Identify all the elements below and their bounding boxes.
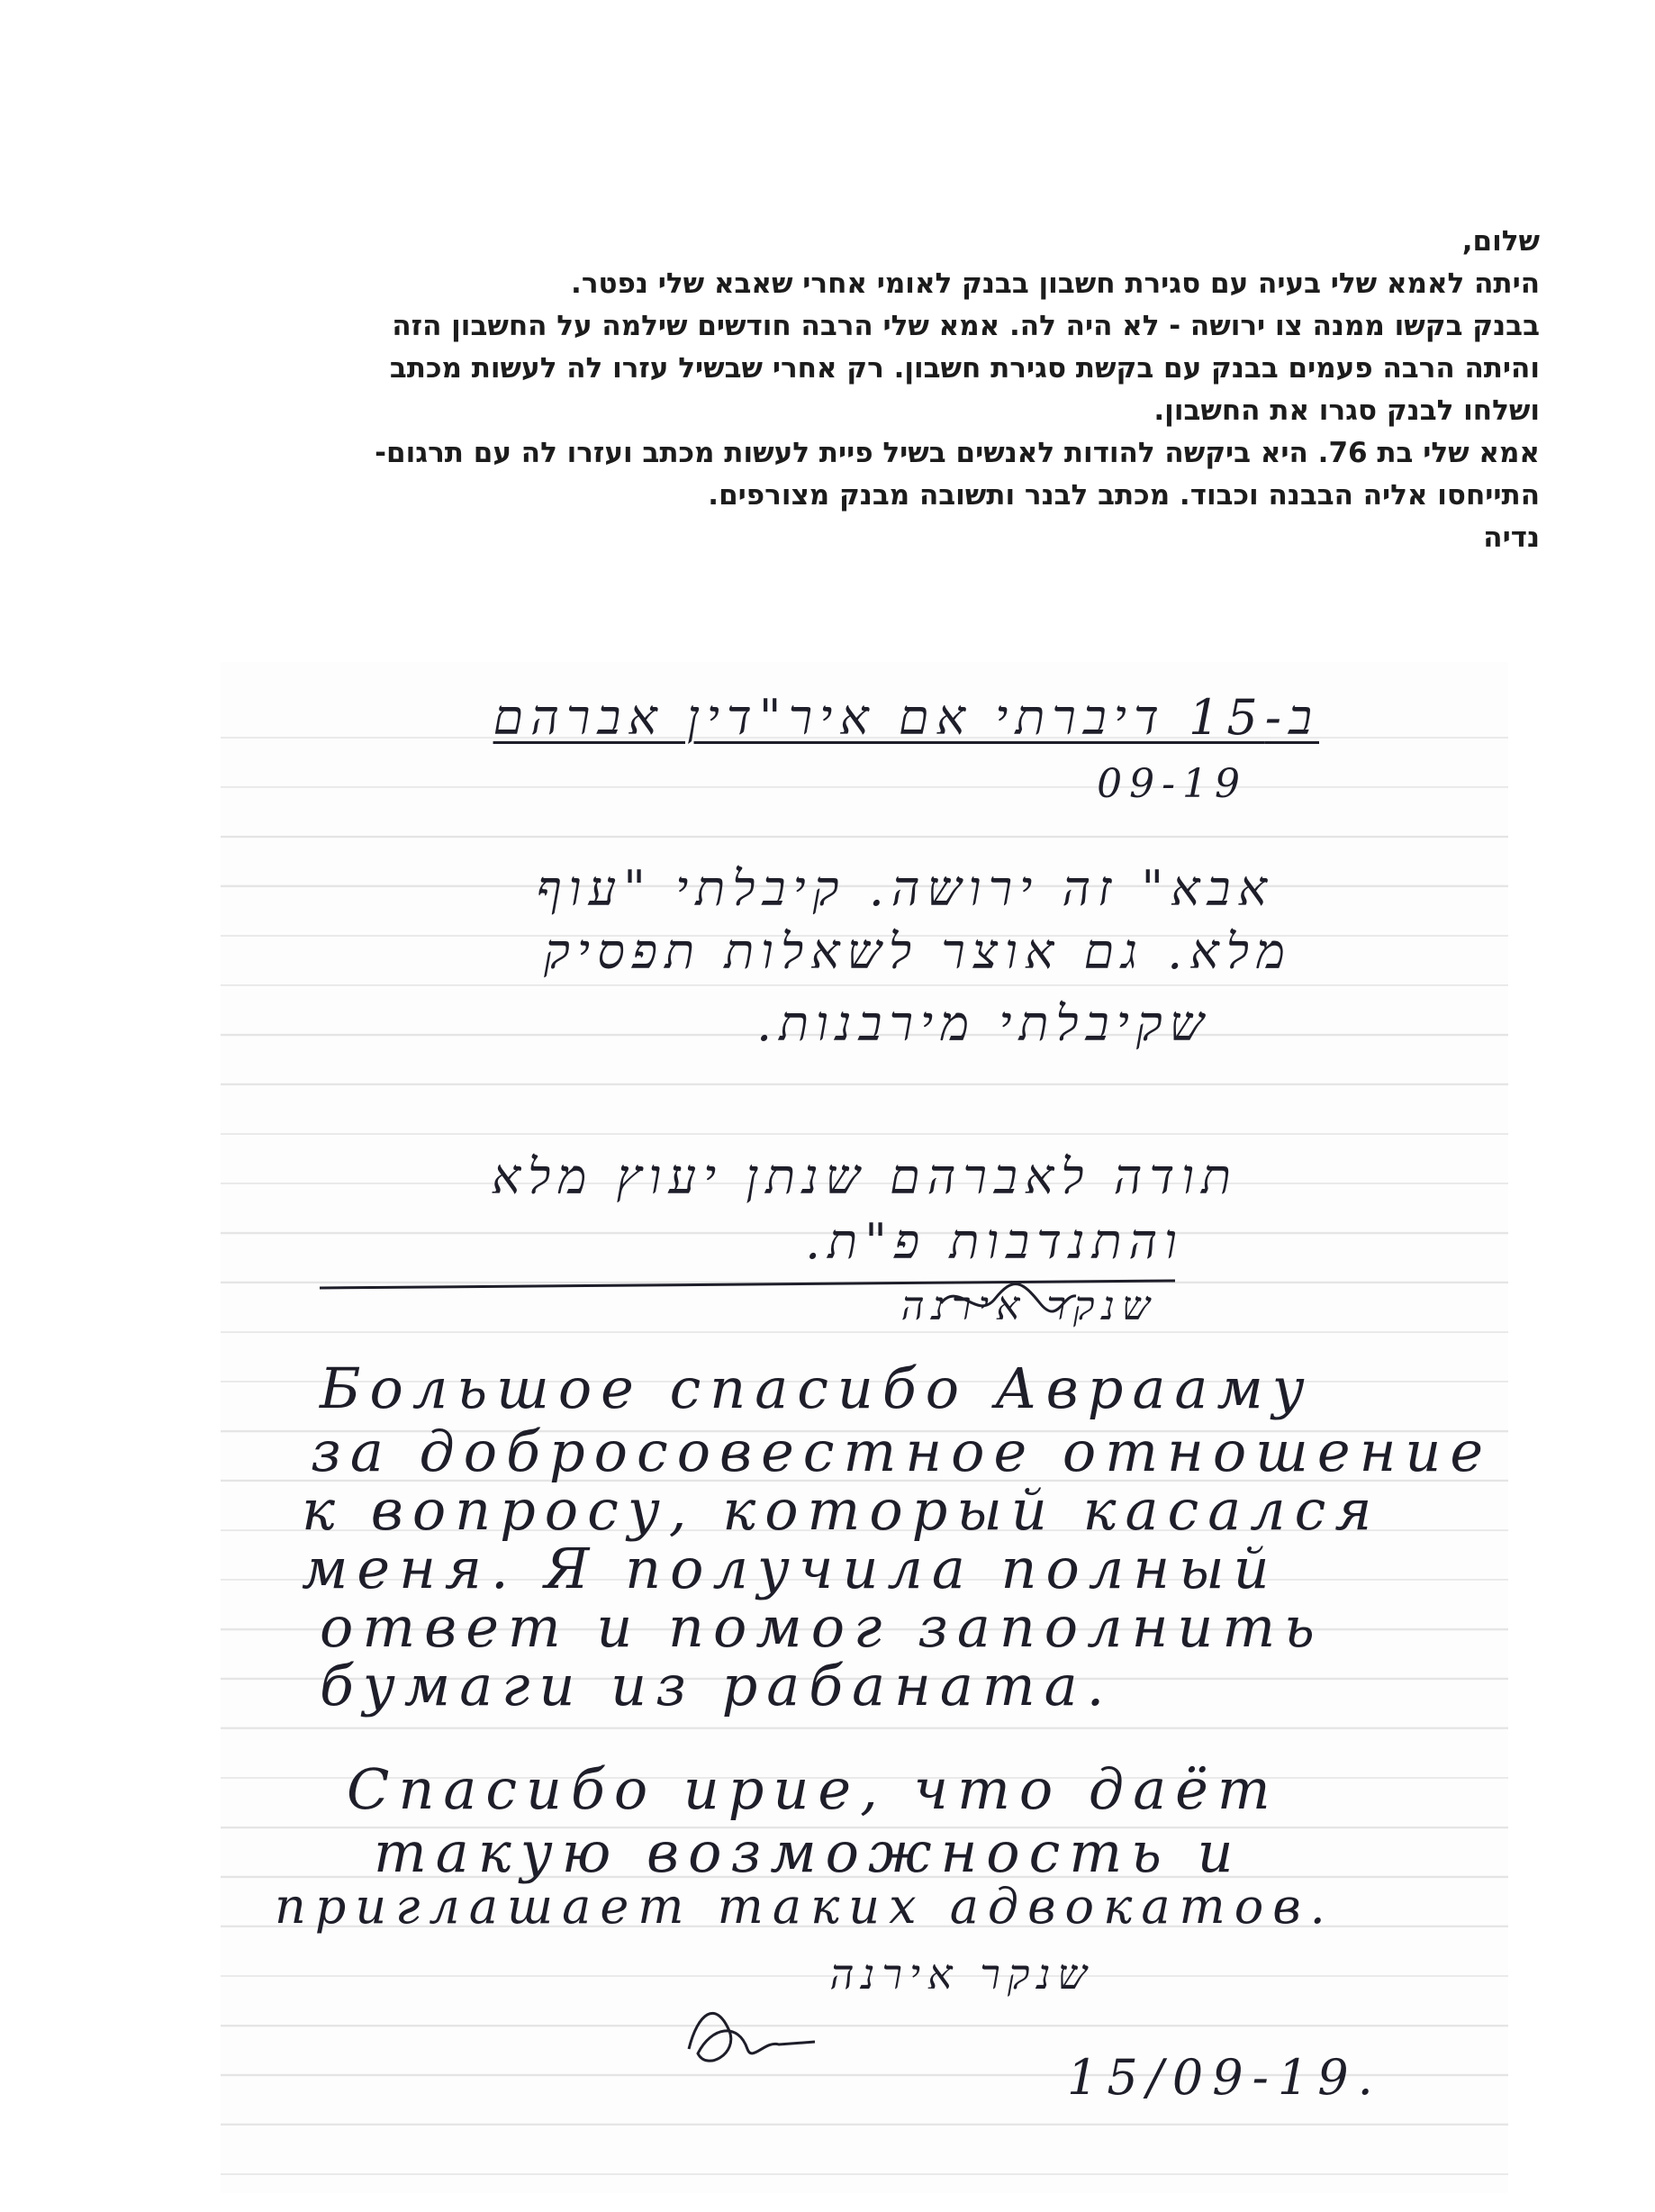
typed-line: היתה לאמא שלי בעיה עם סגירת חשבון בבנק לאומי אחרי שאבא שלי נפטר. <box>571 267 1540 300</box>
hw-ru-line: бумаги из рабаната. <box>320 1653 1114 1718</box>
hw-heading-line <box>493 689 1319 746</box>
hw-ru-line: ответ и помог заполнить <box>320 1594 1324 1660</box>
hw-thanks-line: והתנדבות פ"ת. <box>805 1213 1184 1270</box>
hw-para-line: שקיבלתי מירבנות. <box>755 995 1211 1052</box>
hw-para-line: מלא. גם אוצר לשאלות תפסיק <box>544 923 1292 980</box>
typed-line: התייחסו אליה הבבנה וכבוד. מכתב לבנר ותשובה מבנק מצורפים. <box>708 479 1540 512</box>
hw-heading-text: ב-15 דיברתי אם איר"דין אברהם <box>493 689 1319 746</box>
typed-line-signature: נדיה <box>1483 521 1540 554</box>
typed-line: והיתה הרבה פעמים בבנק עם בקשת סגירת חשבון. רק אחרי שבשיל עזרו לה לעשות מכתב <box>389 352 1540 385</box>
typed-line: בבנק בקשו ממנה צו ירושה - לא היה לה. אמא שלי הרבה חודשים שילמה על החשבון הזה <box>392 310 1540 342</box>
handwritten-letter-scan <box>221 662 1508 2193</box>
typed-line: ושלחו לבנק סגרו את החשבון. <box>1153 394 1540 427</box>
hw-thanks-line: תודה לאברהם שנתן יעוץ מלא <box>491 1148 1238 1205</box>
hw-date-hebrew: 09-19 <box>1097 761 1247 807</box>
typed-note <box>63 221 1540 559</box>
hw-ru-line: такую возможность и <box>374 1819 1243 1885</box>
hw-ru-line: Спасибо ирие, что даёт <box>347 1756 1280 1822</box>
hw-signature-name: שנקר אירנה <box>900 1283 1157 1329</box>
signature-scribble-bottom <box>689 2013 815 2061</box>
typed-line: אמא שלי בת 76. היא ביקשה להודות לאנשים בשיל פיית לעשות מכתב ועזרו לה עם תרגום- <box>375 437 1540 469</box>
hw-ru-line: меня. Я получила полный <box>302 1536 1279 1601</box>
hw-ru-line: за добросовестное отношение <box>311 1419 1493 1484</box>
hw-ru-line: приглашает таких адвокатов. <box>275 1878 1334 1935</box>
hw-ru-line: Большое спасибо Авраамy <box>320 1355 1313 1421</box>
hw-ru-signature-name: שנקר אירנה <box>829 1950 1094 1999</box>
hw-para-line: אבא" זה ירושה. קיבלתי "עוף <box>536 860 1274 917</box>
hw-ru-date: 15/09-19. <box>1067 2049 1382 2106</box>
hw-ru-line: к вопросу, который касался <box>302 1477 1381 1543</box>
typed-line-greeting: שלום, <box>1461 225 1540 258</box>
